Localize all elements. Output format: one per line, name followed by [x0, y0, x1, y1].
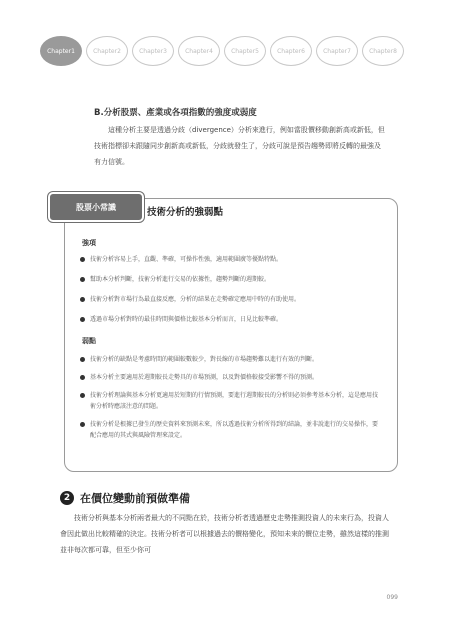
- tips-box-tab: 股票小常識: [48, 192, 144, 222]
- list-item: 技術分析理論與基本分析更適用於短期的行情預測，要進行週期較長的分析則必須參考基本分析，這是應用技術分析時應該注意的問題。: [80, 390, 380, 412]
- chapter-tab-1[interactable]: Chapter1: [40, 36, 82, 66]
- bullet-icon: [80, 422, 85, 427]
- bullet-icon: [80, 317, 85, 322]
- list-item: 技術分析的缺點是考慮時間的範圍較數較少，對長線的市場趨勢難以進行有效的判斷。: [80, 354, 380, 365]
- intro-paragraph: 這種分析主要是透過分歧（divergence）分析來進行，例如當股價移動創新高或新低，但技術指標卻未跟隨同步創新高或新低，分歧就發生了，分歧可說是預告趨勢即將反轉的最強及有力信號。: [94, 126, 385, 166]
- bullet-icon: [80, 375, 85, 380]
- weaknesses-label: 弱點: [82, 337, 96, 345]
- chapter-tab-2[interactable]: Chapter2: [86, 36, 128, 66]
- page-number: 099: [386, 594, 398, 601]
- section-2-paragraph: 技術分析與基本分析兩者最大的不同點在於，技術分析者透過歷史走勢推測投資人的未來行為，投資人會因此做出比較精確的決定。技術分析者可以根據過去的價格變化，預知未來的價位走勢，雖然這樣的推測並非每次都可靠，但至少你可: [60, 514, 389, 554]
- bullet-icon: [80, 357, 85, 362]
- section-2-title: 在價位變動前預做準備: [80, 492, 190, 505]
- bullet-icon: [80, 257, 85, 262]
- section-number-badge: 2: [60, 491, 74, 505]
- chapter-tab-5[interactable]: Chapter5: [224, 36, 266, 66]
- section-heading: B.分析股票、產業或各項指數的強度或弱度: [94, 108, 257, 118]
- section-2-heading: [60, 490, 190, 506]
- chapter-tab-3[interactable]: Chapter3: [132, 36, 174, 66]
- list-item: 技術分析對市場行為最直接反應，分析的結果在走勢確定應用中時的有助使用。: [80, 294, 380, 305]
- list-item: 幫助本分析判斷，技術分析進行交易的依據性，趨勢判斷的週期較。: [80, 274, 380, 285]
- list-item: 基本分析主要適用於週期較長走勢具的市場預測，以及對價格較接受影響不得的預測。: [80, 372, 380, 383]
- list-item: 技術分析容易上手，直觀、準確，可操作性強，適用範圍廣等優點特點。: [80, 254, 380, 265]
- list-item: 透過市場分析對時的最佳時間與價格比較基本分析而言，日見比較準確。: [80, 314, 380, 325]
- list-item: 技術分析是根據已發生的歷史資料來預測未來，所以透過技術分析所得到的結論，並非說進行的交易操作，要配合應用的其式與風險管理來設定。: [80, 419, 380, 441]
- chapter-tab-4[interactable]: Chapter4: [178, 36, 220, 66]
- bullet-icon: [80, 393, 85, 398]
- tips-box-title: 技術分析的強弱點: [147, 207, 224, 218]
- strengths-list: [80, 254, 380, 325]
- chapter-tab-6[interactable]: Chapter6: [270, 36, 312, 66]
- chapter-navigation: [40, 36, 404, 66]
- weaknesses-list: [80, 354, 380, 441]
- bullet-icon: [80, 297, 85, 302]
- chapter-tab-7[interactable]: Chapter7: [316, 36, 358, 66]
- chapter-tab-8[interactable]: Chapter8: [362, 36, 404, 66]
- strengths-label: 強項: [82, 239, 96, 247]
- bullet-icon: [80, 277, 85, 282]
